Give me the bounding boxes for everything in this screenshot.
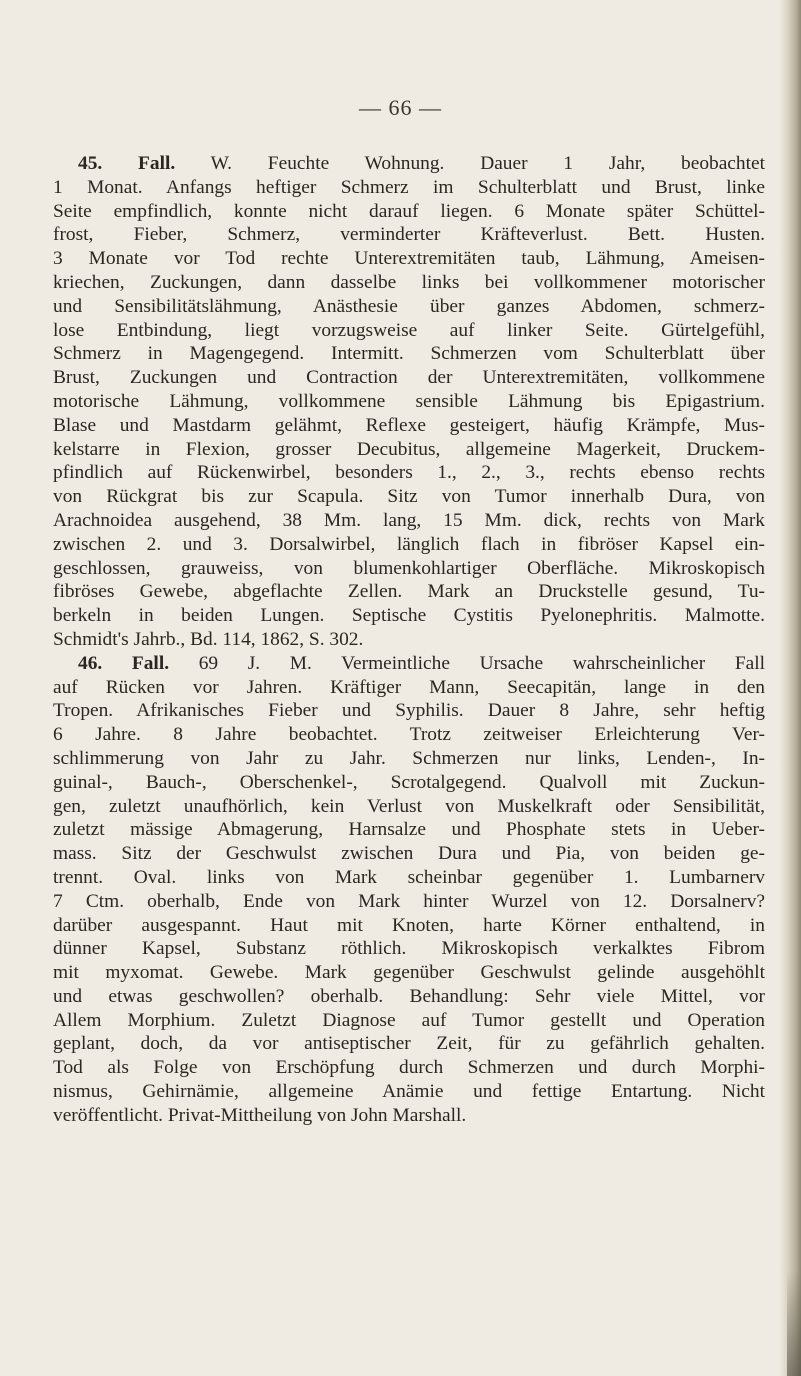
case-45-line-16: zwischen 2. und 3. Dorsalwirbel, länglich flach in fibröser Kapsel ein- — [53, 533, 765, 555]
case-45-line-14: von Rückgrat bis zur Scapula. Sitz von Tumor innerhalb Dura, von — [53, 486, 765, 508]
case-45-line-3: frost, Fieber, Schmerz, verminderter Kräfteverlust. Bett. Husten. — [53, 224, 765, 246]
case-46-line-4: schlimmerung von Jahr zu Jahr. Schmerzen nur links, Lenden-, In- — [53, 747, 765, 769]
case-46-line-8: mass. Sitz der Geschwulst zwischen Dura und Pia, von beiden ge- — [53, 843, 765, 865]
case-46-line-0: 46. Fall. 69 J. M. Vermeintliche Ursache wahrscheinlicher Fall — [78, 652, 765, 674]
case-46-line-14: und etwas geschwollen? oberhalb. Behandlung: Sehr viele Mittel, vor — [53, 985, 765, 1007]
case-46-line-13: mit myxomat. Gewebe. Mark gegenüber Geschwulst gelinde ausgehöhlt — [53, 962, 765, 984]
case-46-line-15: Allem Morphium. Zuletzt Diagnose auf Tumor gestellt und Operation — [53, 1009, 765, 1031]
case-45-line-9: Brust, Zuckungen und Contraction der Unterextremitäten, vollkommene — [53, 367, 765, 389]
case-45-line-11: Blase und Mastdarm gelähmt, Reflexe gesteigert, häufig Krämpfe, Mus- — [53, 414, 765, 436]
case-45-line-8: Schmerz in Magengegend. Intermitt. Schmerzen vom Schulterblatt über — [53, 343, 765, 365]
case-45-line-6: und Sensibilitätslähmung, Anästhesie über ganzes Abdomen, schmerz- — [53, 295, 765, 317]
case-46-line-11: darüber ausgespannt. Haut mit Knoten, harte Körner enthaltend, in — [53, 914, 765, 936]
case-46-line-18: nismus, Gehirnämie, allgemeine Anämie und fettige Entartung. Nicht — [53, 1081, 765, 1103]
case-46-line-6: gen, zuletzt unaufhörlich, kein Verlust von Muskelkraft oder Sensibilität, — [53, 795, 765, 817]
case-46-line-9: trennt. Oval. links von Mark scheinbar gegenüber 1. Lumbarnerv — [53, 866, 765, 888]
case-46-line-19: veröffentlicht. Privat-Mittheilung von John Marshall. — [53, 1104, 467, 1126]
page-number: — 66 — — [359, 95, 442, 120]
case-46-line-10: 7 Ctm. oberhalb, Ende von Mark hinter Wurzel von 12. Dorsalnerv? — [53, 890, 765, 912]
case-45-line-17: geschlossen, grauweiss, von blumenkohlartiger Oberfläche. Mikroskopisch — [53, 557, 765, 579]
case-46-line-17: Tod als Folge von Erschöpfung durch Schmerzen und durch Morphi- — [53, 1057, 765, 1079]
case-45-line-7: lose Entbindung, liegt vorzugsweise auf linker Seite. Gürtelgefühl, — [53, 319, 765, 341]
case-46-line-5: guinal-, Bauch-, Oberschenkel-, Scrotalgegend. Qualvoll mit Zuckun- — [53, 771, 765, 793]
case-45-line-2: Seite empfindlich, konnte nicht darauf liegen. 6 Monate später Schüttel- — [53, 200, 765, 222]
case-46-line-3: 6 Jahre. 8 Jahre beobachtet. Trotz zeitweiser Erleichterung Ver- — [53, 724, 765, 746]
case-46-label: 46. Fall. — [78, 652, 170, 674]
case-45-line-1: 1 Monat. Anfangs heftiger Schmerz im Schulterblatt und Brust, linke — [53, 176, 765, 198]
page-corner-shadow — [787, 1270, 801, 1376]
case-46-line-12: dünner Kapsel, Substanz röthlich. Mikroskopisch verkalktes Fibrom — [53, 938, 765, 960]
case-46-line-16: geplant, doch, da vor antiseptischer Zeit, für zu gefährlich gehalten. — [53, 1033, 765, 1055]
case-45-label: 45. Fall. — [78, 153, 176, 174]
case-46-line-7: zuletzt mässige Abmagerung, Harnsalze und Phosphate stets in Ueber- — [53, 819, 765, 841]
case-45-line-19: berkeln in beiden Lungen. Septische Cystitis Pyelonephritis. Malmotte. — [53, 605, 765, 627]
case-45-line-12: kelstarre in Flexion, grosser Decubitus, allgemeine Magerkeit, Druckem- — [53, 438, 765, 460]
case-46-line-2: Tropen. Afrikanisches Fieber und Syphilis. Dauer 8 Jahre, sehr heftig — [53, 700, 765, 722]
case-45-line-15: Arachnoidea ausgehend, 38 Mm. lang, 15 Mm. dick, rechts von Mark — [53, 509, 765, 531]
case-46-line-1: auf Rücken vor Jahren. Kräftiger Mann, Seecapitän, lange in den — [53, 676, 765, 698]
body-text — [53, 152, 765, 1128]
case-45-line-20: Schmidt's Jahrb., Bd. 114, 1862, S. 302. — [53, 628, 364, 650]
page-edge-shadow — [779, 0, 801, 1376]
case-45-line-18: fibröses Gewebe, abgeflachte Zellen. Mark an Druckstelle gesund, Tu- — [53, 581, 765, 603]
case-45-line-10: motorische Lähmung, vollkommene sensible Lähmung bis Epigastrium. — [53, 390, 765, 412]
case-45-line-0: 45. Fall. W. Feuchte Wohnung. Dauer 1 Jahr, beobachtet — [78, 153, 765, 174]
case-45-line-4: 3 Monate vor Tod rechte Unterextremitäten taub, Lähmung, Ameisen- — [53, 248, 765, 270]
case-45-line-13: pfindlich auf Rückenwirbel, besonders 1., 2., 3., rechts ebenso rechts — [53, 462, 765, 484]
case-45-line-5: kriechen, Zuckungen, dann dasselbe links bei vollkommener motorischer — [53, 271, 765, 293]
